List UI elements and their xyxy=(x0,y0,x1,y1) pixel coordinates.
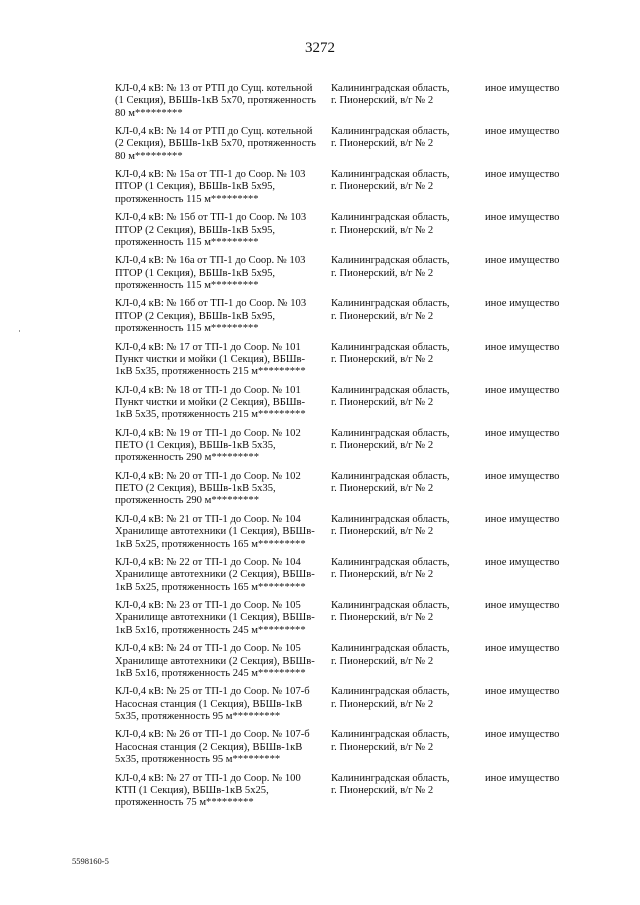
property-row xyxy=(115,255,585,298)
property-type: иное имущество xyxy=(485,470,560,482)
property-type: иное имущество xyxy=(485,600,560,612)
property-row xyxy=(115,385,585,428)
property-row xyxy=(115,557,585,600)
location: Калининградская область, г. Пионерский, в/г № 2 xyxy=(331,212,450,236)
property-list xyxy=(115,83,585,816)
location: Калининградская область, г. Пионерский, в/г № 2 xyxy=(331,772,450,796)
property-type: иное имущество xyxy=(485,298,560,310)
property-type: иное имущество xyxy=(485,772,560,784)
property-type: иное имущество xyxy=(485,643,560,655)
property-row xyxy=(115,773,585,816)
cable-description: КЛ-0,4 кВ: № 17 от ТП-1 до Соор. № 101 Пункт чистки и мойки (1 Секция), ВБШв- 1кВ 5х35, протяженность 215 м********* xyxy=(115,341,306,378)
cable-description: КЛ-0,4 кВ: № 20 от ТП-1 до Соор. № 102 ПЕТО (2 Секция), ВБШв-1кВ 5х35, протяженность 290 м********* xyxy=(115,470,301,507)
property-row xyxy=(115,212,585,255)
location: Калининградская область, г. Пионерский, в/г № 2 xyxy=(331,557,450,581)
cable-description: КЛ-0,4 кВ: № 18 от ТП-1 до Соор. № 101 Пункт чистки и мойки (2 Секция), ВБШв- 1кВ 5х35, протяженность 215 м********* xyxy=(115,384,306,421)
location: Калининградская область, г. Пионерский, в/г № 2 xyxy=(331,83,450,107)
property-type: иное имущество xyxy=(485,83,560,94)
location: Калининградская область, г. Пионерский, в/г № 2 xyxy=(331,169,450,193)
property-row xyxy=(115,126,585,169)
location: Калининградская область, г. Пионерский, в/г № 2 xyxy=(331,255,450,279)
property-type: иное имущество xyxy=(485,212,560,224)
property-row xyxy=(115,428,585,471)
cable-description: КЛ-0,4 кВ: № 15б от ТП-1 до Соор. № 103 ПТОР (2 Секция), ВБШв-1кВ 5х95, протяженность 115 м********* xyxy=(115,212,307,248)
property-row xyxy=(115,514,585,557)
location: Калининградская область, г. Пионерский, в/г № 2 xyxy=(331,686,450,710)
cable-description: КЛ-0,4 кВ: № 13 от РТП до Сущ. котельной (1 Секция), ВБШв-1кВ 5х70, протяженность 80 м********* xyxy=(115,83,316,119)
property-type: иное имущество xyxy=(485,557,560,569)
location: Калининградская область, г. Пионерский, в/г № 2 xyxy=(331,643,450,667)
property-type: иное имущество xyxy=(485,341,560,353)
property-row xyxy=(115,600,585,643)
cable-description: КЛ-0,4 кВ: № 23 от ТП-1 до Соор. № 105 Хранилище автотехники (1 Секция), ВБШв- 1кВ 5х16, протяженность 245 м********* xyxy=(115,600,315,636)
cable-description: КЛ-0,4 кВ: № 27 от ТП-1 до Соор. № 100 КТП (1 Секция), ВБШв-1кВ 5х25, протяженность 75 м********* xyxy=(115,772,301,809)
cable-description: КЛ-0,4 кВ: № 25 от ТП-1 до Соор. № 107-б Насосная станция (1 Секция), ВБШв-1кВ 5х35, протяженность 95 м********* xyxy=(115,686,310,722)
property-type: иное имущество xyxy=(485,513,560,525)
cable-description: КЛ-0,4 кВ: № 16б от ТП-1 до Соор. № 103 ПТОР (2 Секция), ВБШв-1кВ 5х95, протяженность 115 м********* xyxy=(115,298,307,335)
property-row xyxy=(115,643,585,686)
property-row xyxy=(115,686,585,729)
location: Калининградская область, г. Пионерский, в/г № 2 xyxy=(331,600,450,624)
property-type: иное имущество xyxy=(485,126,560,138)
location: Калининградская область, г. Пионерский, в/г № 2 xyxy=(331,384,450,408)
property-row xyxy=(115,342,585,385)
property-type: иное имущество xyxy=(485,729,560,741)
property-row xyxy=(115,729,585,772)
cable-description: КЛ-0,4 кВ: № 14 от РТП до Сущ. котельной (2 Секция), ВБШв-1кВ 5х70, протяженность 80 м********* xyxy=(115,126,316,162)
location: Калининградская область, г. Пионерский, в/г № 2 xyxy=(331,298,450,322)
location: Калининградская область, г. Пионерский, в/г № 2 xyxy=(331,513,450,538)
property-type: иное имущество xyxy=(485,384,560,396)
cable-description: КЛ-0,4 кВ: № 24 от ТП-1 до Соор. № 105 Хранилище автотехники (2 Секция), ВБШв- 1кВ 5х16, протяженность 245 м********* xyxy=(115,643,315,679)
property-type: иное имущество xyxy=(485,427,560,439)
location: Калининградская область, г. Пионерский, в/г № 2 xyxy=(331,341,450,365)
property-type: иное имущество xyxy=(485,255,560,267)
location: Калининградская область, г. Пионерский, в/г № 2 xyxy=(331,729,450,753)
margin-mark xyxy=(19,330,20,332)
property-type: иное имущество xyxy=(485,169,560,181)
cable-description: КЛ-0,4 кВ: № 22 от ТП-1 до Соор. № 104 Хранилище автотехники (2 Секция), ВБШв- 1кВ 5х25, протяженность 165 м********* xyxy=(115,557,315,593)
cable-description: КЛ-0,4 кВ: № 19 от ТП-1 до Соор. № 102 ПЕТО (1 Секция), ВБШв-1кВ 5х35, протяженность 290 м********* xyxy=(115,427,301,464)
cable-description: КЛ-0,4 кВ: № 26 от ТП-1 до Соор. № 107-б Насосная станция (2 Секция), ВБШв-1кВ 5х35, протяженность 95 м********* xyxy=(115,729,310,765)
cable-description: КЛ-0,4 кВ: № 16а от ТП-1 до Соор. № 103 ПТОР (1 Секция), ВБШв-1кВ 5х95, протяженность 115 м********* xyxy=(115,255,306,291)
location: Калининградская область, г. Пионерский, в/г № 2 xyxy=(331,427,450,452)
location: Калининградская область, г. Пионерский, в/г № 2 xyxy=(331,126,450,150)
cable-description: КЛ-0,4 кВ: № 21 от ТП-1 до Соор. № 104 Хранилище автотехники (1 Секция), ВБШв- 1кВ 5х25, протяженность 165 м********* xyxy=(115,513,315,550)
footer-code: 5598160-5 xyxy=(72,856,109,866)
property-row xyxy=(115,169,585,212)
cable-description: КЛ-0,4 кВ: № 15а от ТП-1 до Соор. № 103 ПТОР (1 Секция), ВБШв-1кВ 5х95, протяженность 115 м********* xyxy=(115,169,306,205)
property-type: иное имущество xyxy=(485,686,560,698)
location: Калининградская область, г. Пионерский, в/г № 2 xyxy=(331,470,450,495)
property-row xyxy=(115,471,585,514)
property-row xyxy=(115,83,585,126)
property-row xyxy=(115,298,585,341)
page-number: 3272 xyxy=(305,40,335,56)
